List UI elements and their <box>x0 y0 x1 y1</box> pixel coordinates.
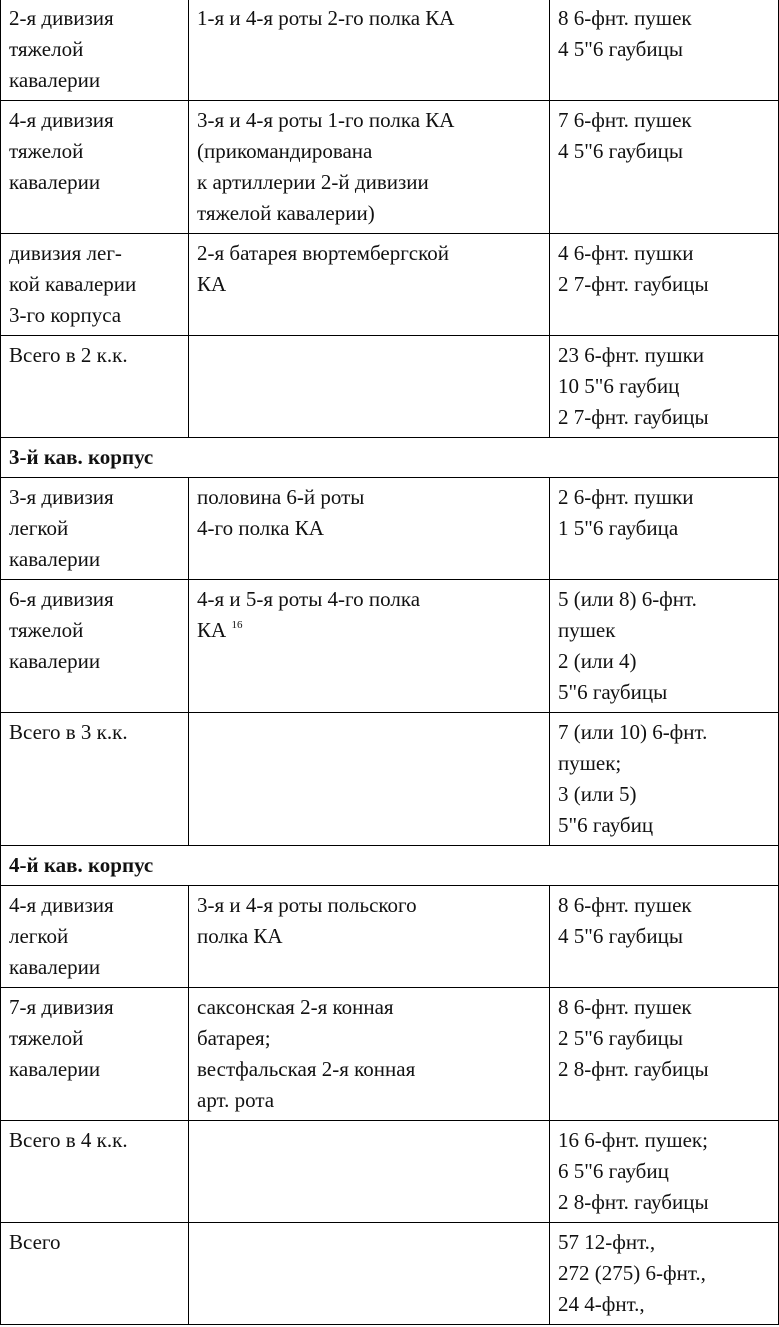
cell-line-text: 3 (или 5) <box>558 782 637 806</box>
cell-line <box>197 513 541 544</box>
guns-cell <box>550 713 779 846</box>
cell-line-text: 23 6-фнт. пушки <box>558 343 705 367</box>
cell-line-text: тяжелой <box>9 1026 84 1050</box>
cell-line <box>558 136 770 167</box>
cell-line <box>558 748 770 779</box>
cell-line-text: тяжелой <box>9 618 84 642</box>
cell-line-text: 24 4-фнт., <box>558 1292 645 1316</box>
cell-line-text: кавалерии <box>9 547 101 571</box>
cell-line-text: 16 6-фнт. пушек; <box>558 1128 708 1152</box>
cell-line <box>197 136 541 167</box>
cell-line-text: кавалерии <box>9 1057 101 1081</box>
table-row <box>1 713 779 846</box>
guns-cell <box>550 234 779 336</box>
cell-line <box>558 238 770 269</box>
cell-line <box>197 105 541 136</box>
cell-line <box>197 482 541 513</box>
cell-line <box>197 198 541 229</box>
battery-cell <box>189 886 550 988</box>
cell-line-text: 1-я и 4-я роты 2-го полка КА <box>197 6 455 30</box>
guns-cell <box>550 1121 779 1223</box>
unit-cell <box>1 478 189 580</box>
cell-line-text: батарея; <box>197 1026 271 1050</box>
cell-line <box>197 1085 541 1116</box>
cell-line <box>558 513 770 544</box>
cell-line-text: саксонская 2-я конная <box>197 995 394 1019</box>
table-row <box>1 988 779 1121</box>
cell-line <box>558 371 770 402</box>
cell-line-text: 2 8-фнт. гаубицы <box>558 1190 709 1214</box>
cell-line <box>558 992 770 1023</box>
cell-line-text: 2 7-фнт. гаубицы <box>558 272 709 296</box>
cell-line <box>9 105 180 136</box>
cell-line-text: тяжелой <box>9 139 84 163</box>
cell-line-text: 2-я дивизия <box>9 6 114 30</box>
cell-line <box>9 584 180 615</box>
cell-line-text: 4 5"6 гаубицы <box>558 924 683 948</box>
battery-cell <box>189 101 550 234</box>
cell-line-text: 3-я и 4-я роты 1-го полка КА <box>197 108 455 132</box>
cell-line <box>9 482 180 513</box>
cell-line <box>197 269 541 300</box>
battery-cell <box>189 1121 550 1223</box>
cell-line <box>558 1227 770 1258</box>
cell-line <box>9 167 180 198</box>
cell-line <box>558 1187 770 1218</box>
table-row <box>1 580 779 713</box>
cell-line-text: кавалерии <box>9 649 101 673</box>
cell-line <box>558 1054 770 1085</box>
unit-cell <box>1 580 189 713</box>
battery-cell <box>189 580 550 713</box>
cell-line-text: КА <box>197 618 227 642</box>
battery-cell <box>189 336 550 438</box>
cell-line <box>9 615 180 646</box>
cell-line <box>558 717 770 748</box>
cell-line <box>9 646 180 677</box>
cell-line <box>9 1054 180 1085</box>
cell-line-text: 8 6-фнт. пушек <box>558 995 692 1019</box>
cell-line <box>9 1125 180 1156</box>
cell-line-text: 2 8-фнт. гаубицы <box>558 1057 709 1081</box>
guns-cell <box>550 101 779 234</box>
cell-line-text: арт. рота <box>197 1088 275 1112</box>
cell-line-text: 3-я дивизия <box>9 485 114 509</box>
cell-line-text: тяжелой <box>9 37 84 61</box>
section-header-row <box>1 846 779 886</box>
cell-line-text: кой кавалерии <box>9 272 137 296</box>
cell-line <box>197 584 541 615</box>
cell-line <box>9 34 180 65</box>
cell-line-text: 272 (275) 6-фнт., <box>558 1261 706 1285</box>
cell-line <box>9 952 180 983</box>
unit-cell <box>1 234 189 336</box>
table-row <box>1 101 779 234</box>
cell-line-text: 5 (или 8) 6-фнт. <box>558 587 697 611</box>
section-title: 3-й кав. корпус <box>1 438 779 478</box>
guns-cell <box>550 886 779 988</box>
cell-line <box>9 3 180 34</box>
cell-line <box>558 105 770 136</box>
cell-line-text: КА <box>197 272 227 296</box>
cell-line <box>197 3 541 34</box>
cell-line <box>558 1156 770 1187</box>
guns-cell <box>550 0 779 101</box>
guns-cell <box>550 580 779 713</box>
cell-line <box>9 300 180 331</box>
cell-line <box>9 1023 180 1054</box>
cell-line <box>558 677 770 708</box>
table-row <box>1 0 779 101</box>
cell-line-text: 6 5"6 гаубиц <box>558 1159 669 1183</box>
cell-line <box>9 544 180 575</box>
cell-line <box>9 992 180 1023</box>
cell-line-text: 8 6-фнт. пушек <box>558 6 692 30</box>
cell-line <box>558 584 770 615</box>
cell-line <box>558 810 770 841</box>
cell-line-text: 3-го корпуса <box>9 303 122 327</box>
cell-line <box>197 238 541 269</box>
cell-line-text: 2 7-фнт. гаубицы <box>558 405 709 429</box>
table-row <box>1 1223 779 1325</box>
cell-line-text: пушек <box>558 618 616 642</box>
cell-line-text: легкой <box>9 924 69 948</box>
unit-cell <box>1 988 189 1121</box>
cell-line-text: 7 (или 10) 6-фнт. <box>558 720 708 744</box>
guns-cell <box>550 1223 779 1325</box>
cell-line <box>197 1054 541 1085</box>
cell-line-text: 4 5"6 гаубицы <box>558 139 683 163</box>
unit-cell <box>1 0 189 101</box>
cell-line <box>9 890 180 921</box>
cell-line-text: Всего <box>9 1230 61 1254</box>
battery-cell <box>189 0 550 101</box>
cell-line-text: Всего в 3 к.к. <box>9 720 128 744</box>
unit-cell <box>1 101 189 234</box>
cell-line <box>9 513 180 544</box>
guns-cell <box>550 336 779 438</box>
cell-line-text: 4-го полка КА <box>197 516 324 540</box>
cell-line <box>558 3 770 34</box>
cell-line-text: 2 (или 4) <box>558 649 637 673</box>
cell-line <box>197 992 541 1023</box>
battery-cell <box>189 234 550 336</box>
battery-cell <box>189 988 550 1121</box>
footnote-marker: 16 <box>231 619 243 631</box>
cell-line-text: 5"6 гаубиц <box>558 813 654 837</box>
cell-line-text: 4 5"6 гаубицы <box>558 37 683 61</box>
cell-line <box>558 1289 770 1320</box>
cell-line <box>9 65 180 96</box>
cell-line-text: 4-я дивизия <box>9 108 114 132</box>
cell-line <box>558 1023 770 1054</box>
section-header-row <box>1 438 779 478</box>
cell-line <box>9 921 180 952</box>
cell-line-text: 1 5"6 гаубица <box>558 516 679 540</box>
cell-line <box>9 1227 180 1258</box>
cell-line-text: вестфальская 2-я конная <box>197 1057 416 1081</box>
cell-line <box>558 1125 770 1156</box>
cell-line-text: дивизия лег- <box>9 241 122 265</box>
cell-line <box>558 615 770 646</box>
guns-cell <box>550 988 779 1121</box>
unit-cell <box>1 1121 189 1223</box>
cell-line-text: 10 5"6 гаубиц <box>558 374 680 398</box>
cell-line <box>9 269 180 300</box>
table-row <box>1 234 779 336</box>
cell-line-text: 2-я батарея вюртембергской <box>197 241 449 265</box>
cell-line <box>558 646 770 677</box>
cell-line-text: Всего в 2 к.к. <box>9 343 128 367</box>
cell-line <box>558 402 770 433</box>
battery-cell <box>189 478 550 580</box>
cell-line <box>197 615 541 646</box>
cell-line-text: 7 6-фнт. пушек <box>558 108 692 132</box>
battery-cell <box>189 713 550 846</box>
cell-line-text: 5"6 гаубицы <box>558 680 668 704</box>
cell-line <box>9 717 180 748</box>
table-row <box>1 886 779 988</box>
cell-line <box>558 482 770 513</box>
cell-line <box>558 340 770 371</box>
unit-cell <box>1 336 189 438</box>
cell-line <box>197 167 541 198</box>
cell-line <box>558 890 770 921</box>
cell-line-text: полка КА <box>197 924 283 948</box>
cell-line-text: кавалерии <box>9 68 101 92</box>
table-row <box>1 1121 779 1223</box>
cell-line-text: легкой <box>9 516 69 540</box>
cell-line-text: 4-я и 5-я роты 4-го полка <box>197 587 421 611</box>
cell-line-text: 7-я дивизия <box>9 995 114 1019</box>
cell-line-text: 2 5"6 гаубицы <box>558 1026 683 1050</box>
cell-line-text: пушек; <box>558 751 622 775</box>
cell-line-text: половина 6-й роты <box>197 485 365 509</box>
cell-line <box>9 136 180 167</box>
cell-line <box>197 921 541 952</box>
cell-line <box>558 269 770 300</box>
cell-line-text: к артиллерии 2-й дивизии <box>197 170 429 194</box>
unit-cell <box>1 1223 189 1325</box>
cell-line-text: 4-я дивизия <box>9 893 114 917</box>
section-title: 4-й кав. корпус <box>1 846 779 886</box>
cell-line <box>9 238 180 269</box>
cell-line <box>197 1023 541 1054</box>
cell-line-text: кавалерии <box>9 170 101 194</box>
cell-line-text: (прикомандирована <box>197 139 373 163</box>
cell-line <box>558 34 770 65</box>
table-row <box>1 336 779 438</box>
table-row <box>1 478 779 580</box>
cell-line-text: 4 6-фнт. пушки <box>558 241 694 265</box>
cell-line-text: кавалерии <box>9 955 101 979</box>
unit-cell <box>1 713 189 846</box>
cell-line <box>197 890 541 921</box>
cell-line-text: 57 12-фнт., <box>558 1230 656 1254</box>
cell-line-text: 8 6-фнт. пушек <box>558 893 692 917</box>
cell-line-text: Всего в 4 к.к. <box>9 1128 128 1152</box>
artillery-table-body <box>1 0 779 1325</box>
cell-line-text: тяжелой кавалерии) <box>197 201 375 225</box>
cell-line <box>9 340 180 371</box>
cell-line-text: 6-я дивизия <box>9 587 114 611</box>
cell-line-text: 2 6-фнт. пушки <box>558 485 694 509</box>
cell-line <box>558 779 770 810</box>
guns-cell <box>550 478 779 580</box>
battery-cell <box>189 1223 550 1325</box>
cell-line-text: 3-я и 4-я роты польского <box>197 893 417 917</box>
unit-cell <box>1 886 189 988</box>
cell-line <box>558 1258 770 1289</box>
cell-line <box>558 921 770 952</box>
